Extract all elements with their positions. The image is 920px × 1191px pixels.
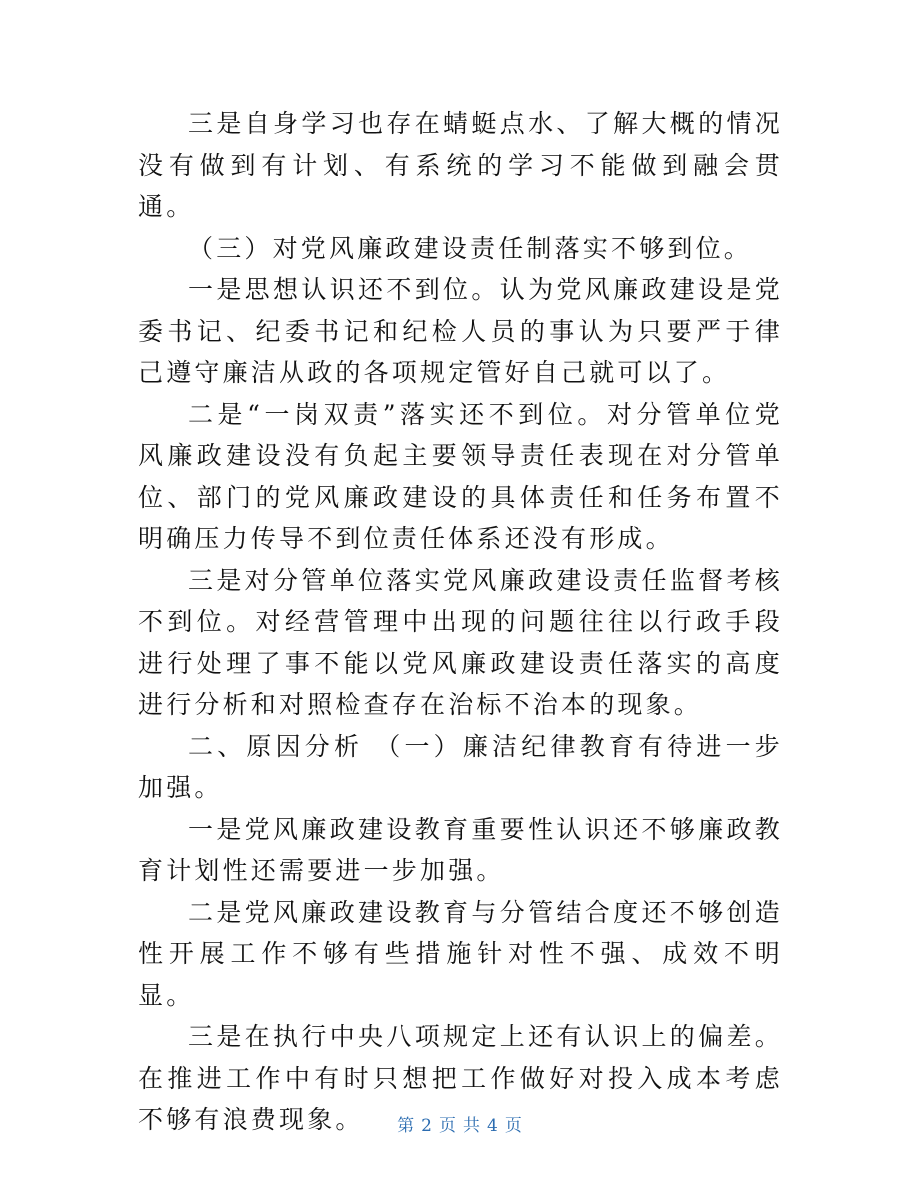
footer-total-pages: 4 (487, 1116, 499, 1136)
document-body (138, 103, 783, 1141)
footer-total-suffix: 页 (504, 1116, 523, 1136)
paragraph: 三是在执行中央八项规定上还有认识上的偏差。在推进工作中有时只想把工作做好对投入成本考虑不够有浪费现象。 (138, 1022, 783, 1134)
footer-current-page: 2 (421, 1116, 433, 1136)
footer-page-prefix: 第 (397, 1116, 416, 1136)
paragraph: 二是“一岗双责”落实还不到位。对分管单位党风廉政建设没有负起主要领导责任表现在对分管单位、部门的党风廉政建设的具体责任和任务布置不明确压力传导不到位责任体系还没有形成。 (138, 399, 783, 553)
page-footer (0, 1111, 920, 1136)
paragraph: 一是党风廉政建设教育重要性认识还不够廉政教育计划性还需要进一步加强。 (138, 814, 783, 885)
paragraph: 三是对分管单位落实党风廉政建设责任监督考核不到位。对经营管理中出现的问题往往以行政手段进行处理了事不能以党风廉政建设责任落实的高度进行分析和对照检查存在治标不治本的现象。 (138, 565, 783, 719)
footer-page-word: 页 (439, 1116, 457, 1136)
paragraph: 三是自身学习也存在蜻蜓点水、了解大概的情况没有做到有计划、有系统的学习不能做到融会贯通。 (138, 109, 783, 221)
paragraph: 二、原因分析 （一）廉洁纪律教育有待进一步加强。 (138, 731, 783, 802)
paragraph: 二是党风廉政建设教育与分管结合度还不够创造性开展工作不够有些措施针对性不强、成效不明显。 (138, 897, 783, 1010)
paragraph: （三）对党风廉政建设责任制落实不够到位。 (188, 233, 753, 263)
footer-total-prefix: 共 (463, 1116, 481, 1136)
paragraph: 一是思想认识还不到位。认为党风廉政建设是党委书记、纪委书记和纪检人员的事认为只要严于律己遵守廉洁从政的各项规定管好自己就可以了。 (138, 275, 783, 387)
